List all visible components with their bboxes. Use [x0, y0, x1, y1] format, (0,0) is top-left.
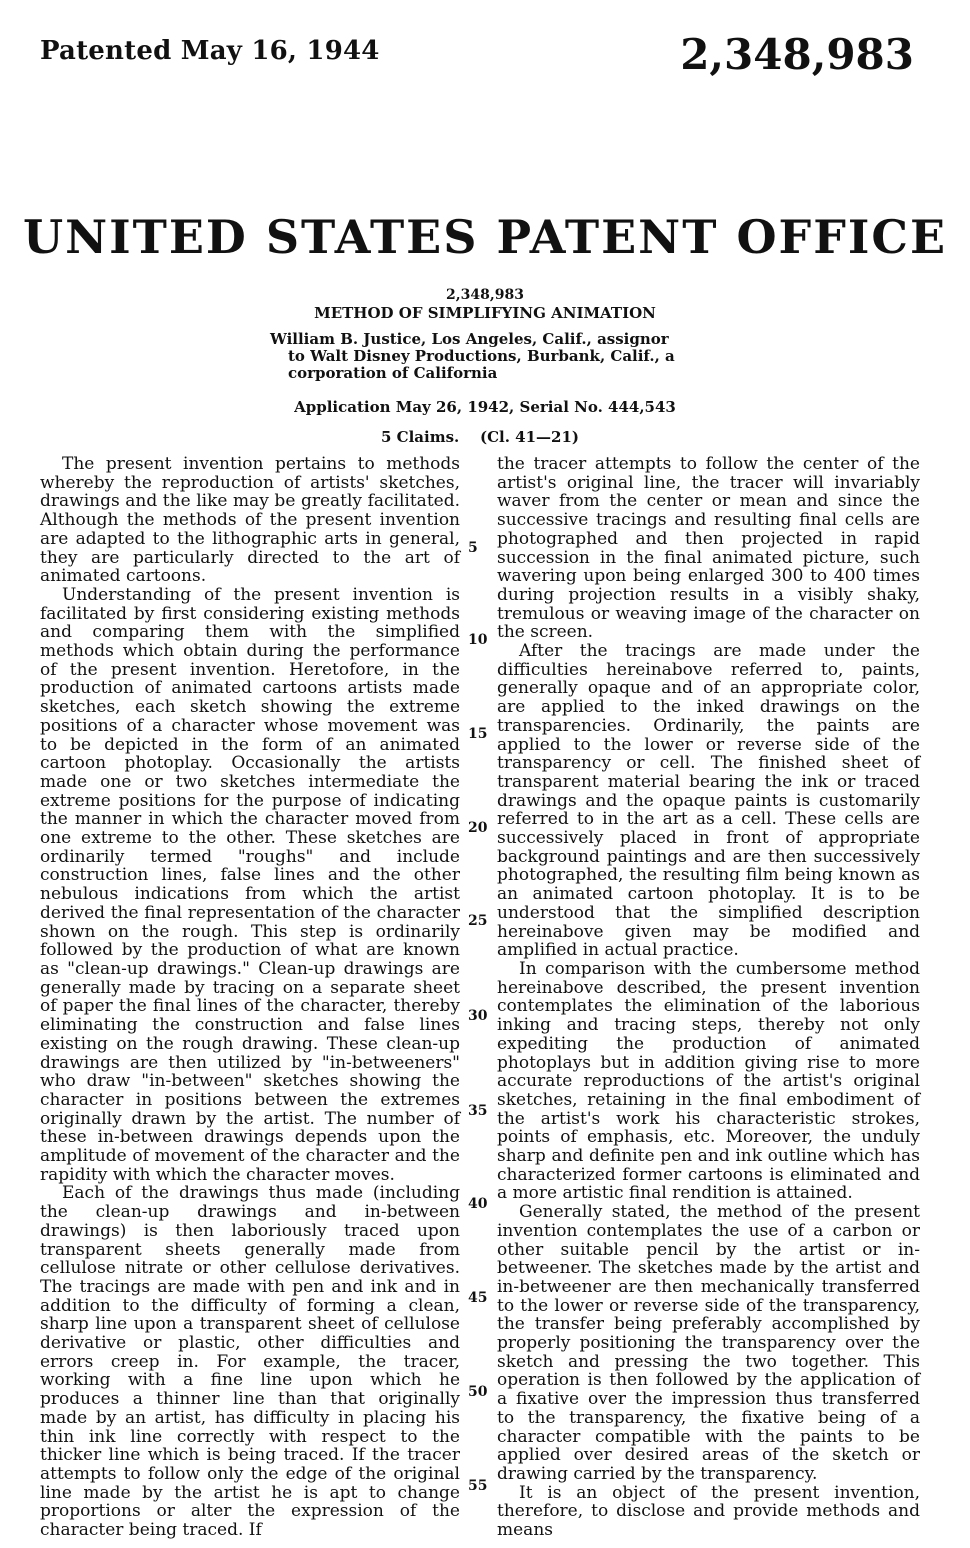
line-number: 10 — [468, 632, 488, 648]
paragraph: Understanding of the present invention is facilitated by first considering existing methods and comparing them with the simplified methods which obtain during the performance of the present invention. Heretofore, in the production of animated cartoons artists made sketches, each sketch showing the extreme positions of a character whose movement was to be depicted in the form of an animated cartoon photoplay. Occasionally the artists made one or two sketches intermediate the extreme positions for the purpose of indicating the manner in which the character moved from one extreme to the other. These sketches are ordinarily termed "roughs" and include construction lines, false lines and the other nebulous indications from which the artist derived the final representation of the character shown on the rough. This step is ordinarily followed by the production of what are known as "clean-up drawings." Clean-up drawings are generally made by tracing on a separate sheet of paper the final lines of the character, thereby eliminating the construction and false lines existing on the rough drawing. These clean-up drawings are then utilized by "in-betweeners" who draw "in-between" sketches showing the character in positions between the extremes originally drawn by the artist. The number of these in-between drawings depends upon the amplitude of movement of the character and the rapidity with which the character moves. — [40, 584, 460, 1185]
line-number: 5 — [468, 540, 478, 556]
claims-count: 5 Claims. — [381, 428, 460, 446]
right-column — [497, 455, 920, 1540]
paragraph: After the tracings are made under the difficulties hereinabove referred to, paints, generally opaque and of an appropriate color, are applied to the inked drawings on the transparencies. Ordinarily, the paints are applied to the lower or reverse side of the transparency or cell. The finished sheet of transparent material bearing the ink or traced drawings and the opaque paints is customarily referred to in the art as a cell. These cells are successively placed in front of appropriate background paintings and are then successively photographed, the resulting film being known as an animated cartoon photoplay. It is to be understood that the simplified description hereinabove given may be modified and amplified in actual practice. — [497, 641, 920, 961]
line-number: 15 — [468, 726, 488, 742]
patent-number: 2,348,983 — [446, 287, 524, 303]
inventor-line: corporation of California — [288, 364, 498, 382]
paragraph: The present invention pertains to methods whereby the reproduction of artists' sketches, drawings and the like may be greatly facilitated. Although the methods of the present invention are adapted to the lithographic arts in general, they are particularly directed to the art of animated cartoons. — [40, 454, 460, 587]
line-number: 35 — [468, 1103, 488, 1119]
inventor-line: William B. Justice, Los Angeles, Calif., assignor — [270, 330, 669, 348]
line-number: 40 — [468, 1196, 488, 1212]
invention-title: METHOD OF SIMPLIFYING ANIMATION — [314, 304, 656, 322]
inventor-line: to Walt Disney Productions, Burbank, Calif., a — [288, 347, 675, 365]
line-number: 20 — [468, 820, 488, 836]
patent-number-header: 2,348,983 — [680, 30, 914, 79]
classification: (Cl. 41—21) — [480, 428, 580, 446]
patented-date: Patented May 16, 1944 — [40, 36, 380, 66]
line-number: 30 — [468, 1008, 488, 1024]
inventor-block — [270, 331, 710, 382]
application-line: Application May 26, 1942, Serial No. 444,543 — [294, 398, 676, 416]
left-column — [40, 455, 460, 1540]
paragraph: the tracer attempts to follow the center of the artist's original line, the tracer will invariably waver from the center or mean and since the successive tracings and resulting final cells are photographed and then projected in rapid succession in the final animated picture, such wavering upon being enlarged 300 to 400 times during projection results in a visibly shaky, tremulous or weaving image of the character on the screen. — [497, 454, 920, 643]
paragraph: It is an object of the present invention, therefore, to disclose and provide methods and means — [497, 1482, 920, 1541]
line-number: 55 — [468, 1478, 488, 1494]
paragraph: Generally stated, the method of the present invention contemplates the use of a carbon or other suitable pencil by the artist or in-betweener. The sketches made by the artist and in-betweener are then mechanically transferred to the lower or reverse side of the transparency, the transfer being preferably accomplished by properly positioning the transparency over the sketch and pressing the two together. This operation is then followed by the application of a fixative over the impression thus transferred to the transparency, the fixative being of a character compatible with the paints to be applied over desired areas of the sketch or drawing carried by the transparency. — [497, 1202, 920, 1484]
paragraph: In comparison with the cumbersome method hereinabove described, the present invention contemplates the elimination of the laborious inking and tracing steps, thereby not only expediting the production of animated photoplays but in addition giving rise to more accurate reproductions of the artist's original sketches, retaining in the final embodiment of the artist's work his characteristic strokes, points of emphasis, etc. Moreover, the unduly sharp and definite pen and ink outline which has characterized former cartoons is eliminated and a more artistic final rendition is attained. — [497, 958, 920, 1204]
paragraph: Each of the drawings thus made (including the clean-up drawings and in-between drawings) is then laboriously traced upon transparent sheets generally made from cellulose nitrate or other cellulose derivatives. The tracings are made with pen and ink and in addition to the difficulty of forming a clean, sharp line upon a transparent sheet of cellulose derivative or plastic, other difficulties and errors creep in. For example, the tracer, working with a fine line upon which he produces a thinner line than that originally made by an artist, has difficulty in placing his thin ink line correctly with respect to the thicker line which is being traced. If the tracer attempts to follow only the edge of the original line made by the artist he is apt to change proportions or alter the expression of the character being traced. If — [40, 1183, 460, 1541]
line-number: 25 — [468, 913, 488, 929]
office-title: UNITED STATES PATENT OFFICE — [22, 210, 948, 264]
line-number: 45 — [468, 1290, 488, 1306]
line-number: 50 — [468, 1384, 488, 1400]
